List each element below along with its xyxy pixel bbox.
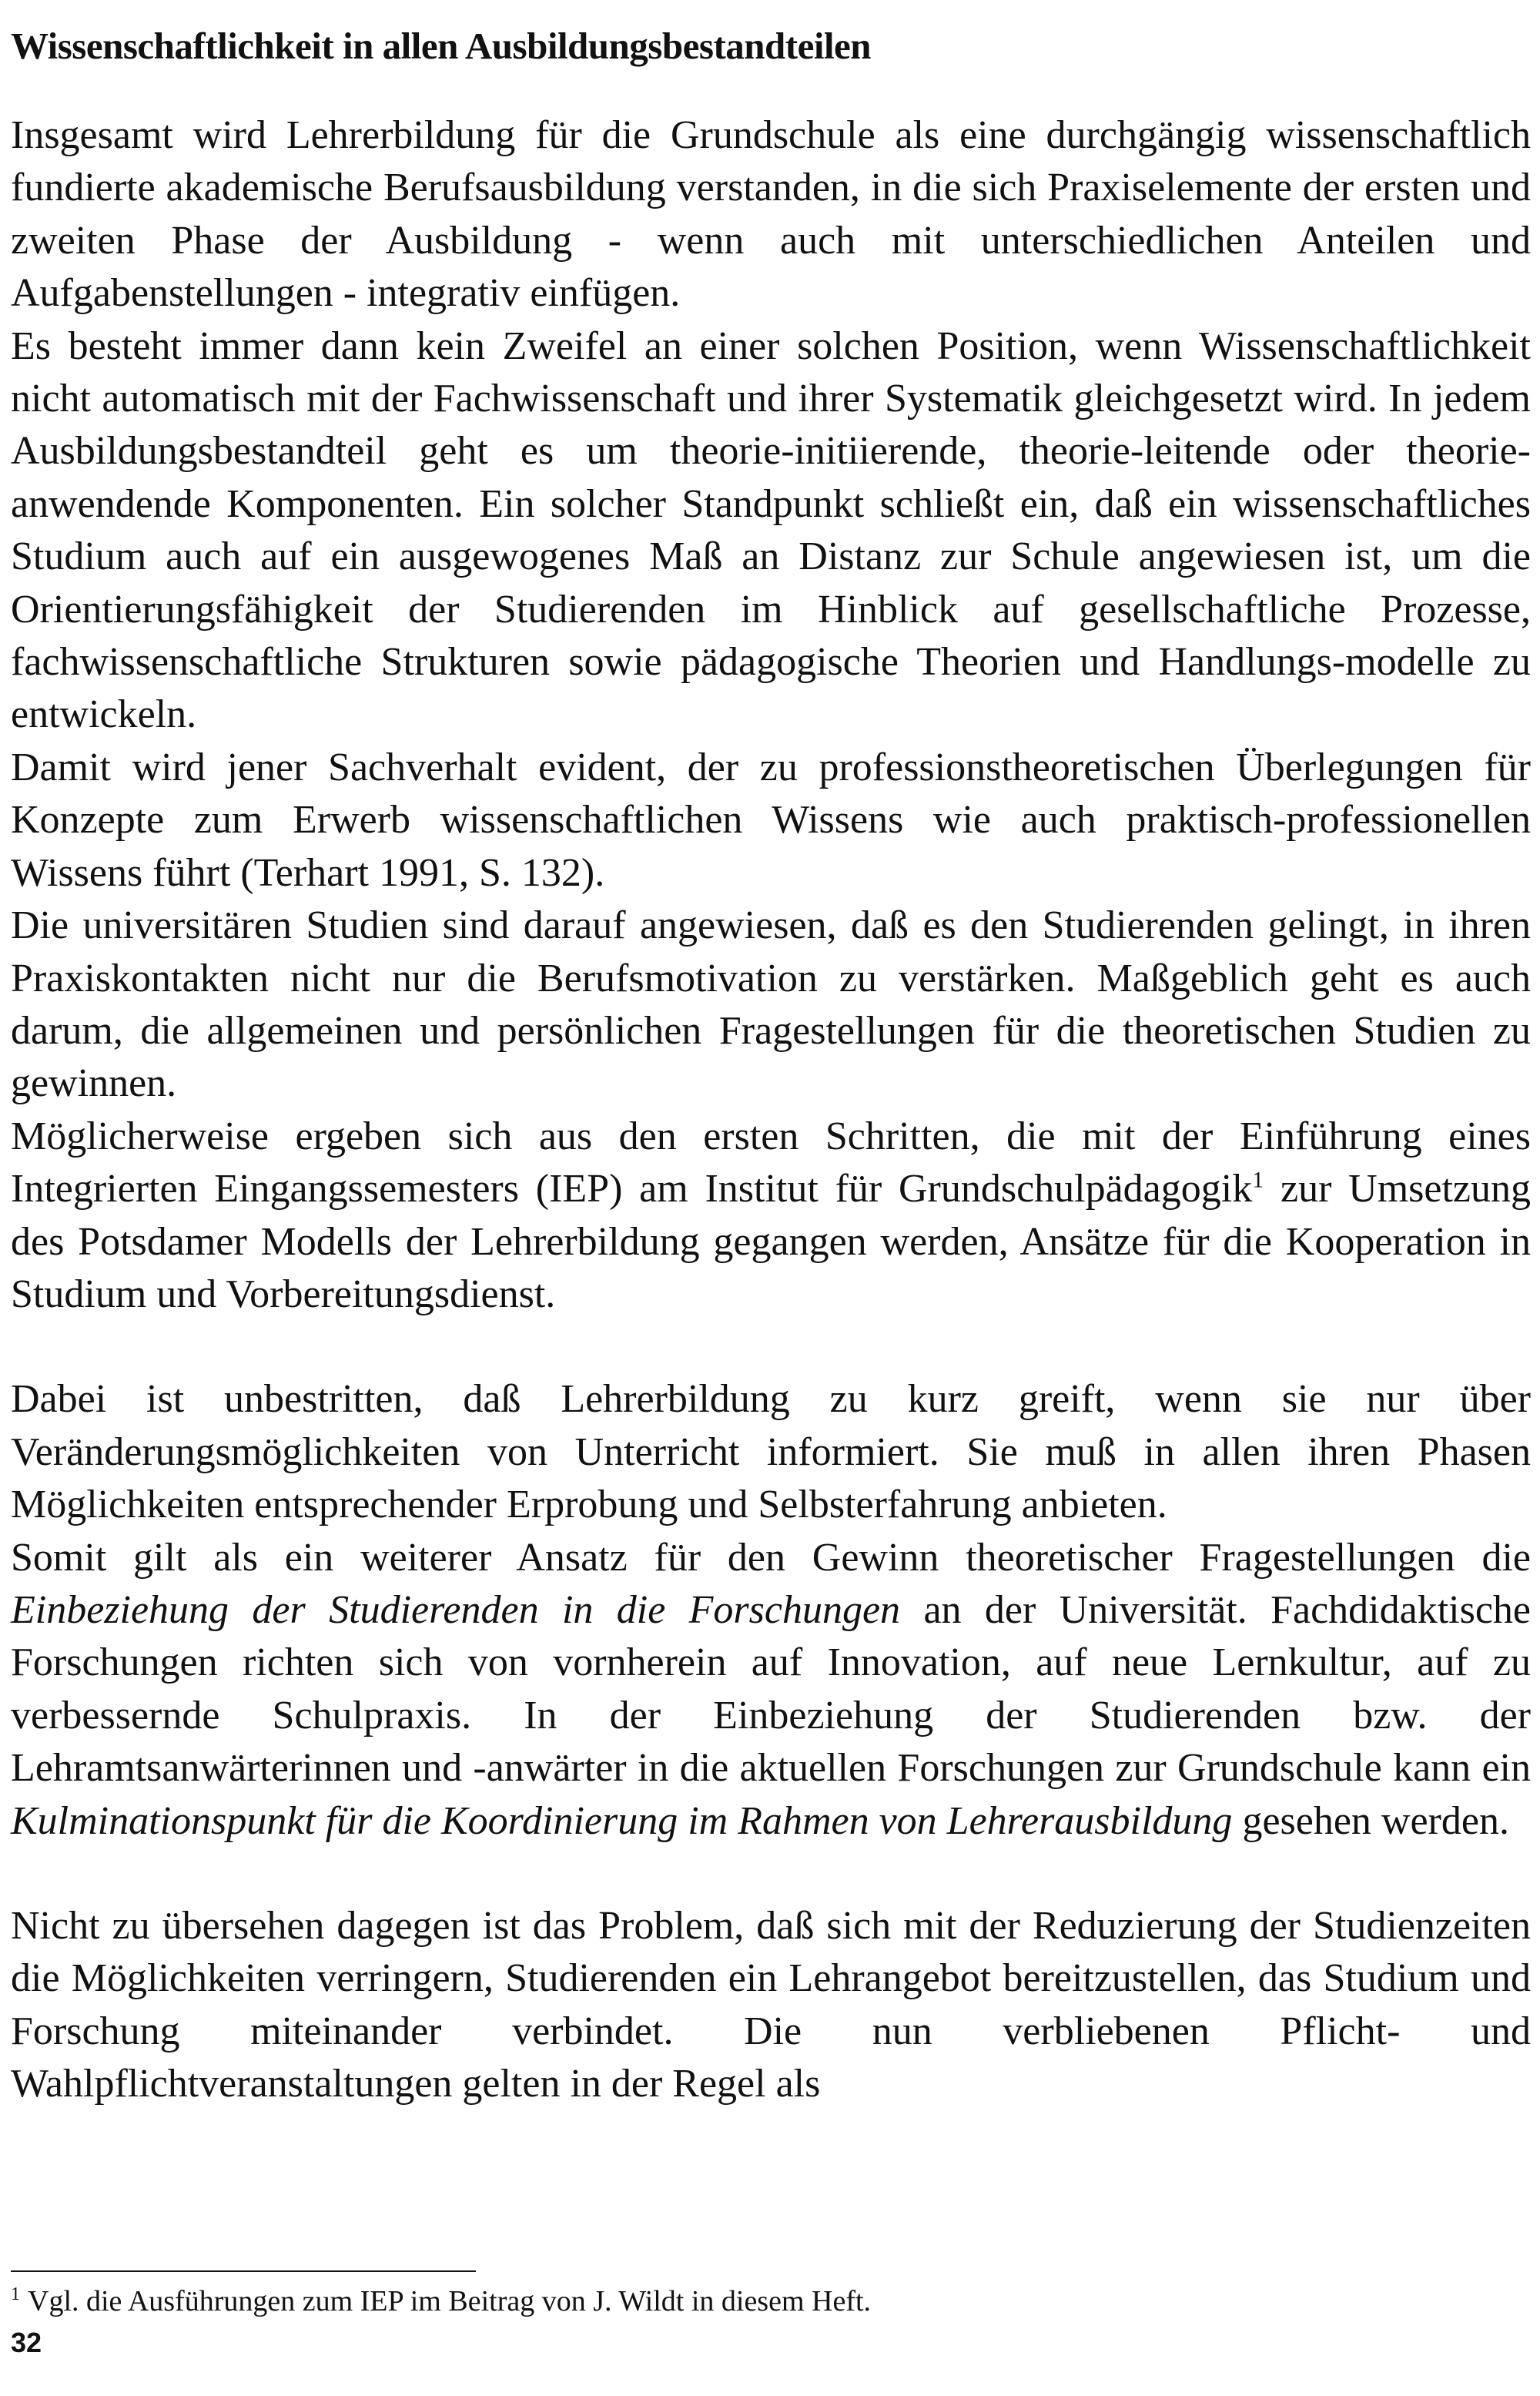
paragraph-7-emphasis-1: Einbeziehung der Studierenden in die Forschungen: [11, 1587, 901, 1632]
paragraph-2: Es besteht immer dann kein Zweifel an einer solchen Position, wenn Wissenschaftlichkeit nicht automatisch mit der Fachwissenschaft und ihrer Systematik gleichgesetzt wird. In jedem Ausbildungsbestandteil geht es um theorie-initiierende, theorie-leitende oder theorie-anwendende Komponenten. Ein solcher Standpunkt schließt ein, daß ein wissenschaftliches Studium auch auf ein ausgewogenes Maß an Distanz zur Schule angewiesen ist, um die Orientierungsfähigkeit der Studierenden im Hinblick auf gesellschaftliche Prozesse, fachwissenschaftliche Strukturen sowie pädagogische Theorien und Handlungs-modelle zu entwickeln.: [11, 323, 1531, 737]
footnote-reference: 1: [1252, 1167, 1264, 1193]
footnote-text: Vgl. die Ausführungen zum IEP im Beitrag von J. Wildt in diesem Heft.: [28, 2285, 872, 2317]
footnote-marker: 1: [11, 2284, 20, 2305]
section-heading: Wissenschaftlichkeit in allen Ausbildungsbestandteilen: [11, 25, 872, 67]
paragraph-6: Dabei ist unbestritten, daß Lehrerbildung zu kurz greift, wenn sie nur über Veränderungsmöglichkeiten von Unterricht informiert. Sie muß in allen ihren Phasen Möglichkeiten entsprechender Erprobung und Selbsterfahrung anbieten.: [11, 1377, 1531, 1527]
paragraph-7-text-b: an der Universität. Fachdidaktische Forschungen richten sich von vornherein auf Innovation, auf neue Lernkultur, auf zu verbessernde Schulpraxis. In der Einbeziehung der Studierenden bzw. der Lehramtsanwärterinnen und -anwärter in die aktuellen Forschungen zur Grundschule kann ein: [11, 1587, 1531, 1791]
paragraph-7: [11, 1532, 1531, 1848]
paragraph-5-text-a: Möglicherweise ergeben sich aus den ersten Schritten, die mit der Einführung eines Integrierten Eingangssemesters (IEP) am Institut für Grundschulpädagogik: [11, 1114, 1531, 1211]
page-number: 32: [11, 2327, 42, 2358]
paragraph-1: Insgesamt wird Lehrerbildung für die Grundschule als eine durchgängig wissenschaftlich fundierte akademische Berufsausbildung verstanden, in die sich Praxiselemente der ersten und zweiten Phase der Ausbildung - wenn auch mit unterschiedlichen Anteilen und Aufgabenstellungen - integrativ einfügen.: [11, 113, 1531, 316]
footnote: [11, 2283, 871, 2320]
paragraph-5-text-b: zur Umsetzung des Potsdamer Modells der Lehrerbildung gegangen werden, Ansätze für die Kooperation in Studium und Vorbereitungsdienst.: [11, 1167, 1531, 1316]
paragraph-8: Nicht zu übersehen dagegen ist das Problem, daß sich mit der Reduzierung der Studienzeiten die Möglichkeiten verringern, Studierenden ein Lehrangebot bereitzustellen, das Studium und Forschung miteinander verbindet. Die nun verbliebenen Pflicht- und Wahlpflichtveranstaltungen gelten in der Regel als: [11, 1904, 1531, 2106]
paragraph-gap: [11, 1848, 1531, 1900]
paragraph-4: Die universitären Studien sind darauf angewiesen, daß es den Studierenden gelingt, in ihren Praxiskontakten nicht nur die Berufsmotivation zu verstärken. Maßgeblich geht es auch darum, die allgemeinen und persönlichen Fragestellungen für die theoretischen Studien zu gewinnen.: [11, 903, 1531, 1106]
paragraph-7-emphasis-2: Kulminationspunkt für die Koordinierung im Rahmen von Lehrerausbildung: [11, 1798, 1233, 1843]
paragraph-7-text-a: Somit gilt als ein weiterer Ansatz für den Gewinn theoretischer Fragestellungen die: [11, 1535, 1531, 1580]
paragraph-3: Damit wird jener Sachverhalt evident, der zu professionstheoretischen Überlegungen für Konzepte zum Erwerb wissenschaftlichen Wissens wie auch praktisch-professionellen Wissens führt (Terhart 1991, S. 132).: [11, 745, 1531, 895]
paragraph-7-text-c: gesehen werden.: [1232, 1798, 1509, 1843]
document-page: [11, 23, 1531, 2111]
paragraph-5: [11, 1111, 1531, 1322]
footnote-divider: [11, 2270, 476, 2272]
paragraph-gap: [11, 1321, 1531, 1373]
